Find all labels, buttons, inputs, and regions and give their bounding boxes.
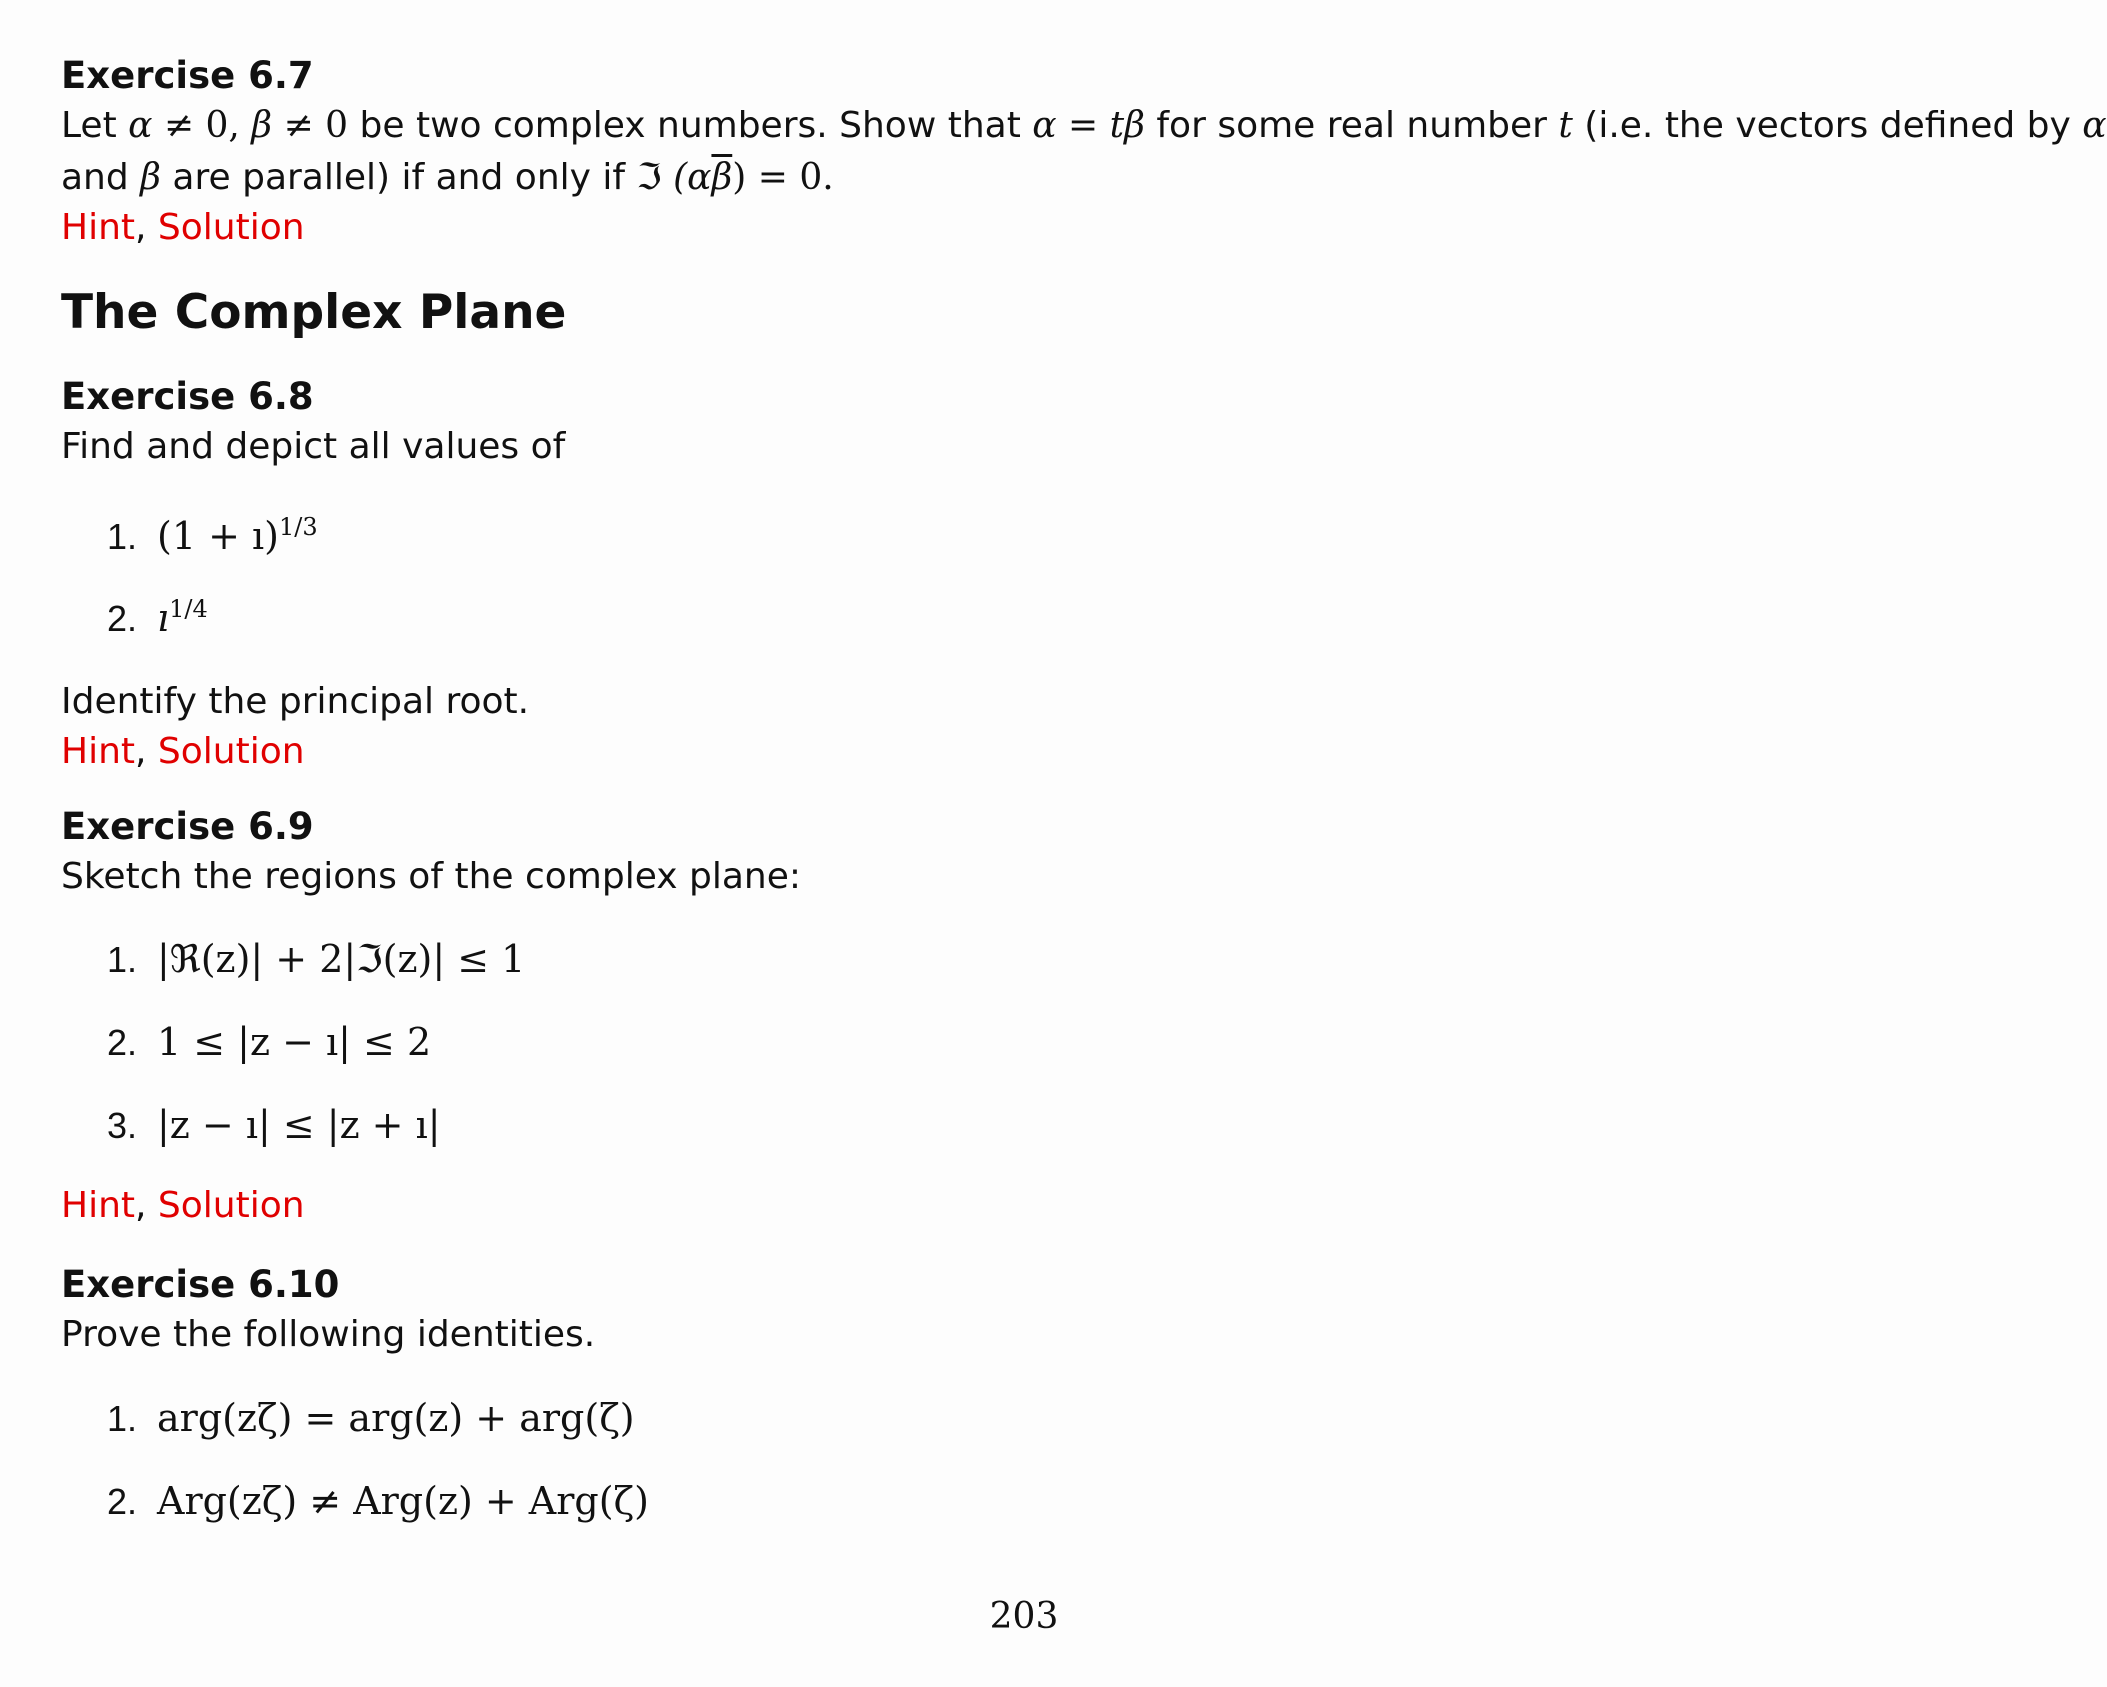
exercise-intro: Sketch the regions of the complex plane:	[61, 856, 801, 897]
list-item: 1. arg(zζ) = arg(z) + arg(ζ)	[107, 1396, 635, 1440]
exercise-intro: Find and depict all values of	[61, 426, 566, 467]
exercise-title: Exercise 6.7	[61, 54, 314, 97]
hint-solution-links: Hint, Solution	[61, 731, 305, 772]
hint-link[interactable]: Hint	[61, 1185, 136, 1226]
exercise-6-9-footer	[61, 1182, 2001, 1230]
exercise-6-8-footer	[61, 676, 2001, 776]
solution-link[interactable]: Solution	[157, 1185, 305, 1226]
exercise-6-9	[61, 803, 2001, 903]
hint-link[interactable]: Hint	[61, 731, 136, 772]
hint-link[interactable]: Hint	[61, 207, 136, 248]
exercise-6-10	[61, 1261, 2001, 1361]
list-item: 1. |ℜ(z)| + 2|ℑ(z)| ≤ 1	[107, 937, 526, 981]
exercise-title: Exercise 6.9	[61, 805, 314, 848]
exercise-6-7	[61, 52, 2107, 252]
exercise-title: Exercise 6.8	[61, 375, 314, 418]
hint-solution-links: Hint, Solution	[61, 1185, 305, 1226]
solution-link[interactable]: Solution	[157, 731, 305, 772]
list-item: 2. 1 ≤ |z − ı| ≤ 2	[107, 1020, 432, 1064]
exercise-title: Exercise 6.10	[61, 1263, 340, 1306]
list-item: 1. (1 + ı)$^{1/3}$	[107, 513, 318, 558]
list-item: 2. Arg(zζ) ≠ Arg(z) + Arg(ζ)	[107, 1479, 649, 1523]
list-item: 2. $ı^{1/4}$	[107, 595, 208, 640]
hint-solution-links: Hint, Solution	[61, 207, 305, 248]
page-number: 203	[989, 1596, 1059, 1637]
exercise-intro: Prove the following identities.	[61, 1314, 596, 1355]
exercise-outro: Identify the principal root.	[61, 681, 530, 722]
solution-link[interactable]: Solution	[157, 207, 305, 248]
exercise-statement-line-2: and β are parallel) if and only if ℑ $(\alpha\overline{\beta}) = 0$.	[61, 157, 834, 198]
section-title: The Complex Plane	[61, 285, 567, 340]
exercise-statement-line-1: Let α ≠ 0, β ≠ 0 be two complex numbers. Show that α = tβ for some real number t (i.e. the vectors defined by α	[61, 105, 2107, 146]
list-item: 3. |z − ı| ≤ |z + ı|	[107, 1103, 441, 1147]
exercise-6-8	[61, 373, 2001, 473]
